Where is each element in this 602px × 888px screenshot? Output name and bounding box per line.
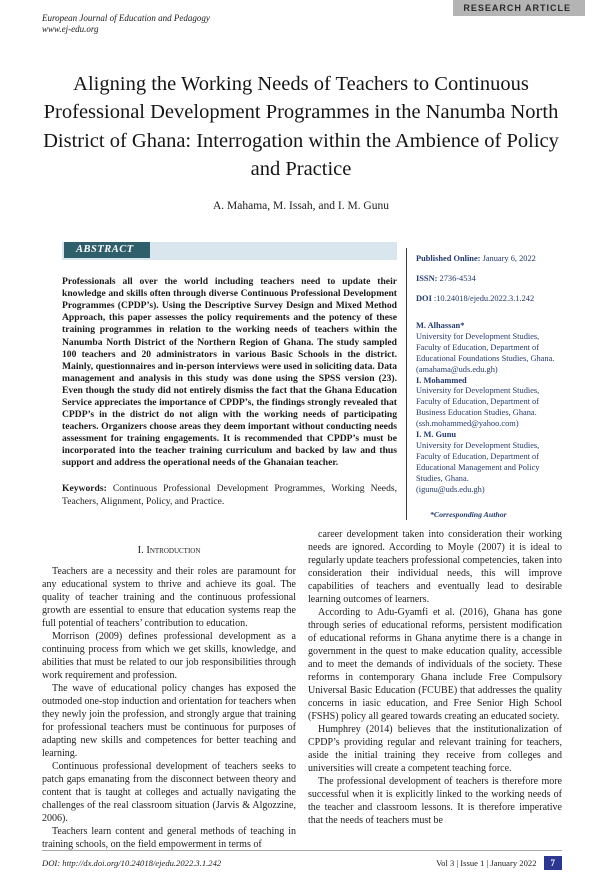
abstract-section — [62, 242, 562, 520]
masthead — [42, 13, 570, 34]
author-affiliation: University for Development Studies, Faculty of Education, Department of Business Education Studies, Ghana. — [416, 386, 540, 418]
keywords-value: Continuous Professional Development Programmes, Working Needs, Teachers, Alignment, Policy, and Practice. — [62, 483, 397, 507]
keywords-label: Keywords: — [62, 483, 107, 495]
page-number-badge: 7 — [544, 856, 563, 870]
author-name: I. Mohammed — [416, 375, 467, 385]
author-email: (ssh.mohammed@yahoo.com) — [416, 419, 519, 429]
corresponding-author-note: *Corresponding Author — [430, 509, 507, 519]
journal-url: www.ej-edu.org — [42, 24, 99, 34]
body-paragraph: career development taken into consideration their working needs are ignored. According to Moyle (2007) it is ideal to regularly update teachers professional competencies, taken into consideration their individual needs, this will improve capabilities of teachers and eventually lead to desirable learning outcomes of learners. — [308, 528, 562, 605]
abstract-header-band — [62, 242, 397, 260]
body-paragraph: The wave of educational policy changes has exposed the outmoded one-stop induction and orientation for teachers when they newly join the profession, and strongly argue that training for professional teachers must be continuous for purposes of adapting new skills and competences for better teaching and learning. — [42, 683, 296, 760]
author-email: (igunu@uds.edu.gh) — [416, 484, 485, 494]
research-article-badge: RESEARCH ARTICLE — [453, 0, 585, 16]
abstract-label: ABSTRACT — [64, 242, 150, 258]
body-paragraph: Teachers are a necessity and their roles are paramount for any educational system to thrive and achieve its goal. The quality of teacher training and the continuous professional growth are essential to ensure that education systems reap the full potential of teachers’ contribution to education. — [42, 566, 296, 630]
journal-name: European Journal of Education and Pedagogy — [42, 13, 210, 23]
doi: DOI :10.24018/ejedu.2022.3.1.242 — [416, 293, 535, 303]
abstract-column — [62, 242, 397, 520]
keywords-line — [62, 483, 397, 508]
published-online: Published Online: January 6, 2022 — [416, 254, 536, 264]
body-paragraph: Teachers learn content and general methods of teaching in training schools, on the field empowerment in terms of — [42, 826, 296, 851]
issn: ISSN: 2736-4534 — [416, 274, 476, 284]
body-paragraph: According to Adu-Gyamfi et al. (2016), Ghana has gone through series of educational reforms, persistent modification of educational reforms in Ghana anytime there is a change in government in the quest to make education quality, accessible and to meet the demands of individuals of the society. These reforms in contemporary Ghana include Free Compulsory Universal Basic Education (FCUBE) that addresses the quality concerns in iasic education, and Free Senior High School (FSHS) policy all geared towards creating an educated society. — [308, 606, 562, 722]
author-affiliation: University for Development Studies, Faculty of Education, Department of Educational Foundations Studies, Ghana. — [416, 331, 555, 363]
author-name: M. Alhassan* — [416, 320, 465, 330]
volume-issue-date: Vol 3 | Issue 1 | January 2022 — [436, 858, 537, 868]
author-email: (amahama@uds.edu.gh) — [416, 364, 498, 374]
author-name: I. M. Gunu — [416, 430, 457, 440]
body-paragraph: Continuous professional development of teachers seeks to patch gaps emanating from the disconnect between theory and content that is taught at colleges and actually navigating the challenges of the real classroom situation (Jarvis & Algozzine, 2006). — [42, 761, 296, 825]
body-paragraph: Humphrey (2014) believes that the institutionalization of CPDP’s providing regular and relevant training for teachers, aside the initial training they receive from colleges and universities will create a competent teaching force. — [308, 723, 562, 774]
body-column-left — [42, 528, 296, 852]
body-paragraph: Morrison (2009) defines professional development as a continuing process from which we get skills, knowledge, and abilities that must be related to our job responsibilities through work requirement and profession. — [42, 631, 296, 682]
author-affiliations — [416, 321, 562, 496]
metadata-sidebar — [407, 242, 562, 520]
page-footer — [42, 850, 562, 870]
footer-issue-info — [436, 856, 562, 870]
article-authors: A. Mahama, M. Issah, and I. M. Gunu — [213, 200, 389, 213]
body-column-right — [308, 528, 562, 852]
section-heading-introduction: I. Introduction — [137, 544, 201, 556]
body-columns — [42, 528, 562, 852]
abstract-text: Professionals all over the world including teachers need to update their knowledge and skills often through diverse Continuous Professional Development Programmes (CPDP’s). Using the Descriptive Survey Design and Mixed Method Approach, this paper assesses the policy requirements and the potency of these training programmes in relation to the working needs of teachers within the Nanumba North District of the Northern Region of Ghana. The study sampled 100 teachers and 20 administrators in various Basic Schools in the district. Mainly, questionnaires and in-person interviews were used in soliciting data. Data management and analysis in this study was done using the SPSS version (23). Even though the study did not entirely dismiss the fact that the Ghana Education Service appreciates the importance of CPDP’s, the findings strongly revealed that CPDP’s in the district do not align with the working needs of participating teachers. Organizers choose areas they deem important without conducting needs assessment for training engagements. It is recommended that CPDP’s must be incorporated into the teacher training curriculum and backed by law and thus support and address the operational needs of the Ghanaian teacher. — [62, 276, 397, 469]
article-title: Aligning the Working Needs of Teachers to Continuous Professional Development Programmes in the Nanumba North District of Ghana: Interrogation within the Ambience of Policy and Practice — [43, 73, 559, 180]
author-affiliation: University for Development Studies, Faculty of Education, Department of Educational Management and Policy Studies, Ghana. — [416, 441, 540, 483]
body-paragraph: The professional development of teachers is therefore more successful when it is explicitly linked to the working needs of the teacher and classroom lessons. It is therefore imperative that the needs of teachers must be — [308, 775, 562, 826]
footer-doi: DOI: http://dx.doi.org/10.24018/ejedu.2022.3.1.242 — [42, 858, 222, 868]
